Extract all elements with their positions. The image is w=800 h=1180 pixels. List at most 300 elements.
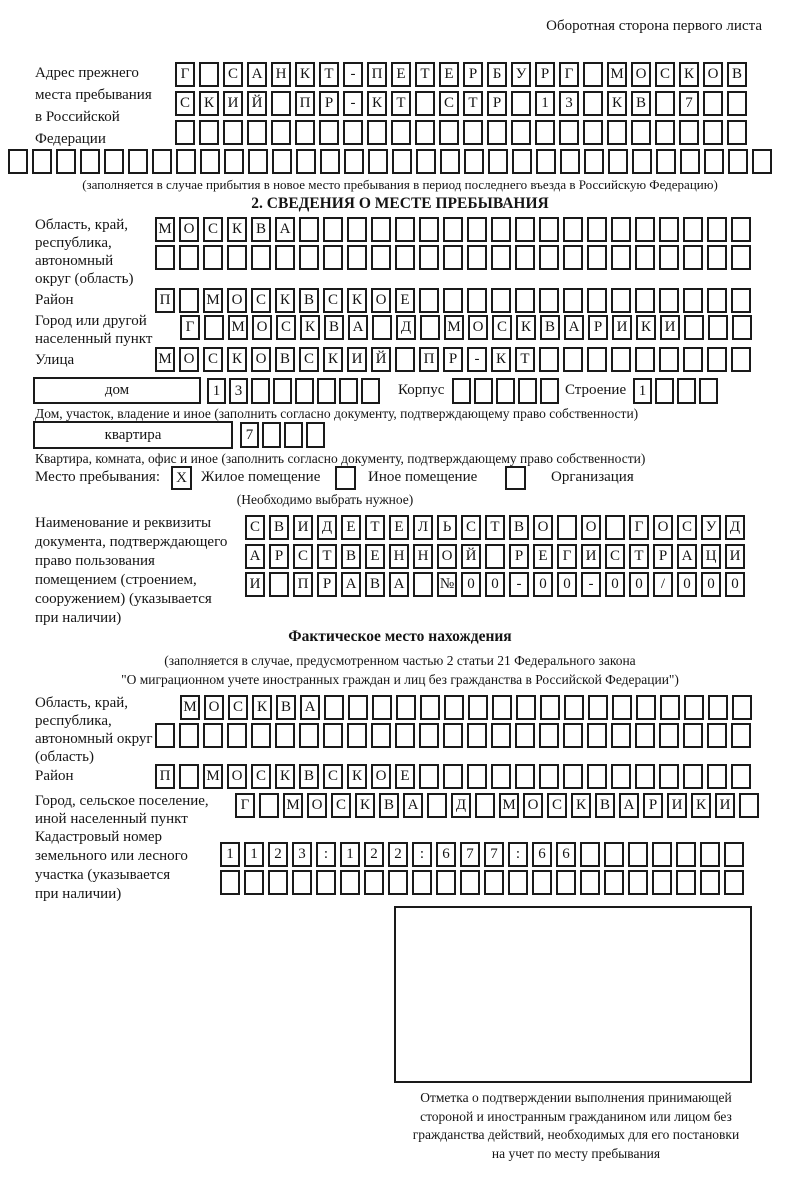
house-number-boxes[interactable] xyxy=(207,378,380,404)
char-cell[interactable]: К xyxy=(323,347,343,372)
char-cell[interactable] xyxy=(683,764,703,789)
stay-option-residential-checkbox[interactable]: X xyxy=(171,466,192,490)
char-cell[interactable] xyxy=(583,120,603,145)
char-cell[interactable] xyxy=(511,91,531,116)
region-boxes-row-1[interactable] xyxy=(155,217,751,242)
char-cell[interactable] xyxy=(347,723,367,748)
char-cell[interactable]: 6 xyxy=(556,842,576,867)
char-cell[interactable] xyxy=(683,723,703,748)
char-cell[interactable]: А xyxy=(245,544,265,569)
char-cell[interactable]: Т xyxy=(485,515,505,540)
char-cell[interactable] xyxy=(612,695,632,720)
char-cell[interactable]: Т xyxy=(415,62,435,87)
char-cell[interactable] xyxy=(392,149,412,174)
char-cell[interactable]: Р xyxy=(319,91,339,116)
char-cell[interactable]: В xyxy=(727,62,747,87)
prev-address-boxes-row-3[interactable] xyxy=(175,120,747,145)
char-cell[interactable] xyxy=(80,149,100,174)
char-cell[interactable]: С xyxy=(299,347,319,372)
char-cell[interactable] xyxy=(347,245,367,270)
char-cell[interactable] xyxy=(444,695,464,720)
char-cell[interactable]: С xyxy=(439,91,459,116)
char-cell[interactable]: И xyxy=(725,544,745,569)
char-cell[interactable] xyxy=(727,120,747,145)
char-cell[interactable]: Е xyxy=(341,515,361,540)
char-cell[interactable] xyxy=(344,149,364,174)
char-cell[interactable]: Р xyxy=(588,315,608,340)
char-cell[interactable] xyxy=(467,723,487,748)
char-cell[interactable] xyxy=(532,870,552,895)
char-cell[interactable]: 1 xyxy=(207,378,226,404)
char-cell[interactable]: В xyxy=(251,217,271,242)
char-cell[interactable]: Н xyxy=(271,62,291,87)
char-cell[interactable]: Р xyxy=(509,544,529,569)
char-cell[interactable]: В xyxy=(269,515,289,540)
char-cell[interactable] xyxy=(732,695,752,720)
char-cell[interactable] xyxy=(485,544,505,569)
char-cell[interactable] xyxy=(323,245,343,270)
char-cell[interactable] xyxy=(343,120,363,145)
char-cell[interactable] xyxy=(724,870,744,895)
char-cell[interactable] xyxy=(708,315,728,340)
char-cell[interactable] xyxy=(467,217,487,242)
char-cell[interactable] xyxy=(635,245,655,270)
char-cell[interactable] xyxy=(56,149,76,174)
char-cell[interactable]: К xyxy=(367,91,387,116)
char-cell[interactable] xyxy=(371,723,391,748)
char-cell[interactable] xyxy=(420,695,440,720)
korpus-boxes[interactable] xyxy=(452,378,559,404)
char-cell[interactable]: Ц xyxy=(701,544,721,569)
char-cell[interactable] xyxy=(508,870,528,895)
char-cell[interactable] xyxy=(419,764,439,789)
char-cell[interactable] xyxy=(491,217,511,242)
char-cell[interactable] xyxy=(292,870,312,895)
char-cell[interactable] xyxy=(655,91,675,116)
char-cell[interactable]: А xyxy=(389,572,409,597)
char-cell[interactable] xyxy=(731,723,751,748)
char-cell[interactable] xyxy=(440,149,460,174)
char-cell[interactable] xyxy=(128,149,148,174)
char-cell[interactable] xyxy=(443,245,463,270)
char-cell[interactable] xyxy=(556,870,576,895)
char-cell[interactable]: И xyxy=(223,91,243,116)
char-cell[interactable]: И xyxy=(667,793,687,818)
char-cell[interactable] xyxy=(683,347,703,372)
char-cell[interactable]: Й xyxy=(247,91,267,116)
char-cell[interactable] xyxy=(319,120,339,145)
char-cell[interactable] xyxy=(656,149,676,174)
char-cell[interactable] xyxy=(348,695,368,720)
document-boxes-row-1[interactable] xyxy=(245,515,745,540)
char-cell[interactable] xyxy=(271,91,291,116)
house-type-box[interactable]: дом xyxy=(33,377,201,404)
char-cell[interactable] xyxy=(659,347,679,372)
char-cell[interactable]: 6 xyxy=(436,842,456,867)
char-cell[interactable]: О xyxy=(703,62,723,87)
char-cell[interactable] xyxy=(371,217,391,242)
char-cell[interactable]: 0 xyxy=(605,572,625,597)
char-cell[interactable] xyxy=(707,245,727,270)
char-cell[interactable]: - xyxy=(467,347,487,372)
char-cell[interactable] xyxy=(273,378,292,404)
char-cell[interactable] xyxy=(587,288,607,313)
char-cell[interactable] xyxy=(467,288,487,313)
char-cell[interactable] xyxy=(604,870,624,895)
char-cell[interactable]: К xyxy=(347,764,367,789)
char-cell[interactable] xyxy=(364,870,384,895)
char-cell[interactable] xyxy=(204,315,224,340)
char-cell[interactable] xyxy=(684,695,704,720)
stroenie-boxes[interactable] xyxy=(633,378,718,404)
char-cell[interactable]: № xyxy=(437,572,457,597)
char-cell[interactable]: С xyxy=(323,288,343,313)
char-cell[interactable]: 7 xyxy=(240,422,259,448)
char-cell[interactable]: Й xyxy=(461,544,481,569)
char-cell[interactable] xyxy=(731,764,751,789)
char-cell[interactable]: В xyxy=(275,347,295,372)
char-cell[interactable]: О xyxy=(204,695,224,720)
char-cell[interactable]: К xyxy=(300,315,320,340)
char-cell[interactable] xyxy=(611,217,631,242)
char-cell[interactable] xyxy=(580,870,600,895)
char-cell[interactable]: О xyxy=(653,515,673,540)
char-cell[interactable] xyxy=(179,723,199,748)
char-cell[interactable] xyxy=(611,347,631,372)
char-cell[interactable]: М xyxy=(444,315,464,340)
char-cell[interactable] xyxy=(396,695,416,720)
char-cell[interactable]: М xyxy=(283,793,303,818)
char-cell[interactable] xyxy=(199,120,219,145)
char-cell[interactable] xyxy=(419,288,439,313)
char-cell[interactable] xyxy=(416,149,436,174)
char-cell[interactable]: О xyxy=(371,764,391,789)
char-cell[interactable]: О xyxy=(227,764,247,789)
char-cell[interactable] xyxy=(323,217,343,242)
char-cell[interactable] xyxy=(420,315,440,340)
char-cell[interactable]: В xyxy=(540,315,560,340)
char-cell[interactable]: 7 xyxy=(484,842,504,867)
char-cell[interactable] xyxy=(676,842,696,867)
char-cell[interactable] xyxy=(439,120,459,145)
char-cell[interactable]: К xyxy=(355,793,375,818)
char-cell[interactable] xyxy=(491,723,511,748)
char-cell[interactable] xyxy=(659,723,679,748)
char-cell[interactable]: И xyxy=(293,515,313,540)
char-cell[interactable] xyxy=(227,723,247,748)
char-cell[interactable]: 0 xyxy=(533,572,553,597)
char-cell[interactable] xyxy=(427,793,447,818)
char-cell[interactable] xyxy=(563,288,583,313)
char-cell[interactable] xyxy=(299,723,319,748)
char-cell[interactable] xyxy=(179,764,199,789)
char-cell[interactable]: С xyxy=(331,793,351,818)
char-cell[interactable] xyxy=(391,120,411,145)
char-cell[interactable]: 2 xyxy=(364,842,384,867)
char-cell[interactable] xyxy=(268,870,288,895)
char-cell[interactable] xyxy=(699,378,718,404)
char-cell[interactable] xyxy=(306,422,325,448)
char-cell[interactable] xyxy=(635,288,655,313)
char-cell[interactable]: Т xyxy=(319,62,339,87)
char-cell[interactable]: 2 xyxy=(268,842,288,867)
char-cell[interactable] xyxy=(707,288,727,313)
char-cell[interactable] xyxy=(731,347,751,372)
char-cell[interactable] xyxy=(203,723,223,748)
char-cell[interactable]: 0 xyxy=(557,572,577,597)
char-cell[interactable] xyxy=(275,245,295,270)
char-cell[interactable]: 3 xyxy=(292,842,312,867)
char-cell[interactable]: Н xyxy=(413,544,433,569)
char-cell[interactable] xyxy=(632,149,652,174)
char-cell[interactable] xyxy=(683,245,703,270)
char-cell[interactable]: К xyxy=(199,91,219,116)
char-cell[interactable] xyxy=(244,870,264,895)
char-cell[interactable]: С xyxy=(677,515,697,540)
char-cell[interactable]: М xyxy=(180,695,200,720)
char-cell[interactable]: Г xyxy=(629,515,649,540)
char-cell[interactable] xyxy=(704,149,724,174)
stay-option-organization-checkbox[interactable] xyxy=(505,466,526,490)
char-cell[interactable]: Й xyxy=(371,347,391,372)
char-cell[interactable]: И xyxy=(245,572,265,597)
char-cell[interactable]: Р xyxy=(535,62,555,87)
char-cell[interactable] xyxy=(607,120,627,145)
char-cell[interactable]: 1 xyxy=(220,842,240,867)
char-cell[interactable] xyxy=(295,120,315,145)
char-cell[interactable] xyxy=(539,245,559,270)
char-cell[interactable]: Б xyxy=(487,62,507,87)
char-cell[interactable] xyxy=(659,245,679,270)
char-cell[interactable]: Г xyxy=(175,62,195,87)
char-cell[interactable] xyxy=(248,149,268,174)
char-cell[interactable]: О xyxy=(251,347,271,372)
char-cell[interactable] xyxy=(588,695,608,720)
char-cell[interactable]: 0 xyxy=(725,572,745,597)
char-cell[interactable]: Г xyxy=(557,544,577,569)
char-cell[interactable] xyxy=(728,149,748,174)
char-cell[interactable]: О xyxy=(581,515,601,540)
char-cell[interactable]: О xyxy=(523,793,543,818)
char-cell[interactable]: 1 xyxy=(535,91,555,116)
char-cell[interactable]: Д xyxy=(396,315,416,340)
char-cell[interactable] xyxy=(474,378,493,404)
char-cell[interactable]: М xyxy=(203,288,223,313)
char-cell[interactable]: О xyxy=(533,515,553,540)
char-cell[interactable]: 0 xyxy=(677,572,697,597)
char-cell[interactable]: : xyxy=(412,842,432,867)
char-cell[interactable]: Р xyxy=(487,91,507,116)
char-cell[interactable]: В xyxy=(341,544,361,569)
char-cell[interactable]: С xyxy=(492,315,512,340)
char-cell[interactable]: К xyxy=(571,793,591,818)
char-cell[interactable]: С xyxy=(175,91,195,116)
char-cell[interactable]: Л xyxy=(413,515,433,540)
char-cell[interactable]: В xyxy=(379,793,399,818)
char-cell[interactable] xyxy=(515,245,535,270)
char-cell[interactable] xyxy=(684,315,704,340)
char-cell[interactable] xyxy=(515,217,535,242)
char-cell[interactable] xyxy=(679,120,699,145)
char-cell[interactable] xyxy=(511,120,531,145)
char-cell[interactable] xyxy=(683,288,703,313)
char-cell[interactable] xyxy=(299,217,319,242)
apartment-number-boxes[interactable] xyxy=(240,422,325,448)
char-cell[interactable] xyxy=(583,91,603,116)
char-cell[interactable]: К xyxy=(516,315,536,340)
char-cell[interactable] xyxy=(611,288,631,313)
char-cell[interactable] xyxy=(660,695,680,720)
char-cell[interactable] xyxy=(752,149,772,174)
char-cell[interactable]: К xyxy=(636,315,656,340)
char-cell[interactable] xyxy=(339,378,358,404)
char-cell[interactable]: : xyxy=(508,842,528,867)
char-cell[interactable] xyxy=(608,149,628,174)
char-cell[interactable]: М xyxy=(499,793,519,818)
char-cell[interactable] xyxy=(560,149,580,174)
char-cell[interactable]: Т xyxy=(515,347,535,372)
char-cell[interactable] xyxy=(32,149,52,174)
char-cell[interactable] xyxy=(8,149,28,174)
char-cell[interactable] xyxy=(659,217,679,242)
char-cell[interactable]: - xyxy=(509,572,529,597)
char-cell[interactable] xyxy=(247,120,267,145)
district-boxes[interactable] xyxy=(155,288,751,313)
char-cell[interactable]: И xyxy=(660,315,680,340)
char-cell[interactable]: О xyxy=(468,315,488,340)
actual-region-boxes-row-2[interactable] xyxy=(155,723,751,748)
char-cell[interactable] xyxy=(700,842,720,867)
char-cell[interactable] xyxy=(491,764,511,789)
char-cell[interactable] xyxy=(475,793,495,818)
char-cell[interactable] xyxy=(419,723,439,748)
char-cell[interactable]: Т xyxy=(391,91,411,116)
char-cell[interactable] xyxy=(535,120,555,145)
city-boxes[interactable] xyxy=(180,315,752,340)
char-cell[interactable]: М xyxy=(155,217,175,242)
char-cell[interactable] xyxy=(269,572,289,597)
char-cell[interactable] xyxy=(515,723,535,748)
char-cell[interactable]: 7 xyxy=(460,842,480,867)
char-cell[interactable]: С xyxy=(223,62,243,87)
char-cell[interactable] xyxy=(324,695,344,720)
char-cell[interactable] xyxy=(251,245,271,270)
char-cell[interactable] xyxy=(371,245,391,270)
char-cell[interactable] xyxy=(467,245,487,270)
char-cell[interactable] xyxy=(727,91,747,116)
char-cell[interactable] xyxy=(652,842,672,867)
char-cell[interactable] xyxy=(436,870,456,895)
stay-option-other-checkbox[interactable] xyxy=(335,466,356,490)
char-cell[interactable] xyxy=(395,217,415,242)
char-cell[interactable]: С xyxy=(293,544,313,569)
char-cell[interactable]: Д xyxy=(451,793,471,818)
char-cell[interactable] xyxy=(584,149,604,174)
char-cell[interactable] xyxy=(707,723,727,748)
char-cell[interactable] xyxy=(587,764,607,789)
char-cell[interactable] xyxy=(676,870,696,895)
char-cell[interactable]: Ь xyxy=(437,515,457,540)
char-cell[interactable] xyxy=(227,245,247,270)
char-cell[interactable] xyxy=(443,217,463,242)
char-cell[interactable]: 7 xyxy=(679,91,699,116)
char-cell[interactable] xyxy=(317,378,336,404)
char-cell[interactable] xyxy=(707,217,727,242)
char-cell[interactable] xyxy=(724,842,744,867)
char-cell[interactable]: 6 xyxy=(532,842,552,867)
char-cell[interactable]: - xyxy=(343,62,363,87)
char-cell[interactable] xyxy=(463,120,483,145)
char-cell[interactable]: Е xyxy=(533,544,553,569)
char-cell[interactable] xyxy=(580,842,600,867)
char-cell[interactable]: С xyxy=(276,315,296,340)
char-cell[interactable] xyxy=(460,870,480,895)
char-cell[interactable]: М xyxy=(607,62,627,87)
street-boxes[interactable] xyxy=(155,347,751,372)
char-cell[interactable]: Е xyxy=(391,62,411,87)
char-cell[interactable] xyxy=(703,91,723,116)
char-cell[interactable] xyxy=(628,842,648,867)
char-cell[interactable] xyxy=(372,695,392,720)
char-cell[interactable] xyxy=(155,245,175,270)
char-cell[interactable] xyxy=(155,723,175,748)
document-boxes-row-2[interactable] xyxy=(245,544,745,569)
char-cell[interactable] xyxy=(563,217,583,242)
char-cell[interactable]: К xyxy=(227,217,247,242)
char-cell[interactable] xyxy=(316,870,336,895)
cadastral-boxes-row-1[interactable] xyxy=(220,842,744,867)
char-cell[interactable]: 3 xyxy=(559,91,579,116)
char-cell[interactable] xyxy=(557,515,577,540)
char-cell[interactable]: Р xyxy=(443,347,463,372)
char-cell[interactable]: В xyxy=(299,764,319,789)
char-cell[interactable]: Е xyxy=(389,515,409,540)
prev-address-boxes-row-2[interactable] xyxy=(175,91,747,116)
char-cell[interactable] xyxy=(703,120,723,145)
char-cell[interactable]: О xyxy=(437,544,457,569)
char-cell[interactable] xyxy=(340,870,360,895)
char-cell[interactable] xyxy=(200,149,220,174)
char-cell[interactable] xyxy=(683,217,703,242)
char-cell[interactable]: О xyxy=(631,62,651,87)
char-cell[interactable]: Н xyxy=(389,544,409,569)
char-cell[interactable] xyxy=(583,62,603,87)
char-cell[interactable] xyxy=(419,245,439,270)
char-cell[interactable] xyxy=(659,764,679,789)
char-cell[interactable] xyxy=(540,695,560,720)
char-cell[interactable] xyxy=(539,347,559,372)
char-cell[interactable] xyxy=(464,149,484,174)
char-cell[interactable]: В xyxy=(631,91,651,116)
char-cell[interactable] xyxy=(512,149,532,174)
char-cell[interactable] xyxy=(636,695,656,720)
char-cell[interactable]: А xyxy=(275,217,295,242)
char-cell[interactable] xyxy=(564,695,584,720)
char-cell[interactable] xyxy=(203,245,223,270)
char-cell[interactable] xyxy=(628,870,648,895)
char-cell[interactable] xyxy=(540,378,559,404)
char-cell[interactable] xyxy=(323,723,343,748)
char-cell[interactable]: П xyxy=(155,288,175,313)
char-cell[interactable] xyxy=(272,149,292,174)
char-cell[interactable]: Т xyxy=(317,544,337,569)
char-cell[interactable]: Е xyxy=(365,544,385,569)
char-cell[interactable] xyxy=(271,120,291,145)
char-cell[interactable]: Р xyxy=(643,793,663,818)
char-cell[interactable] xyxy=(452,378,471,404)
char-cell[interactable]: : xyxy=(316,842,336,867)
char-cell[interactable]: С xyxy=(461,515,481,540)
